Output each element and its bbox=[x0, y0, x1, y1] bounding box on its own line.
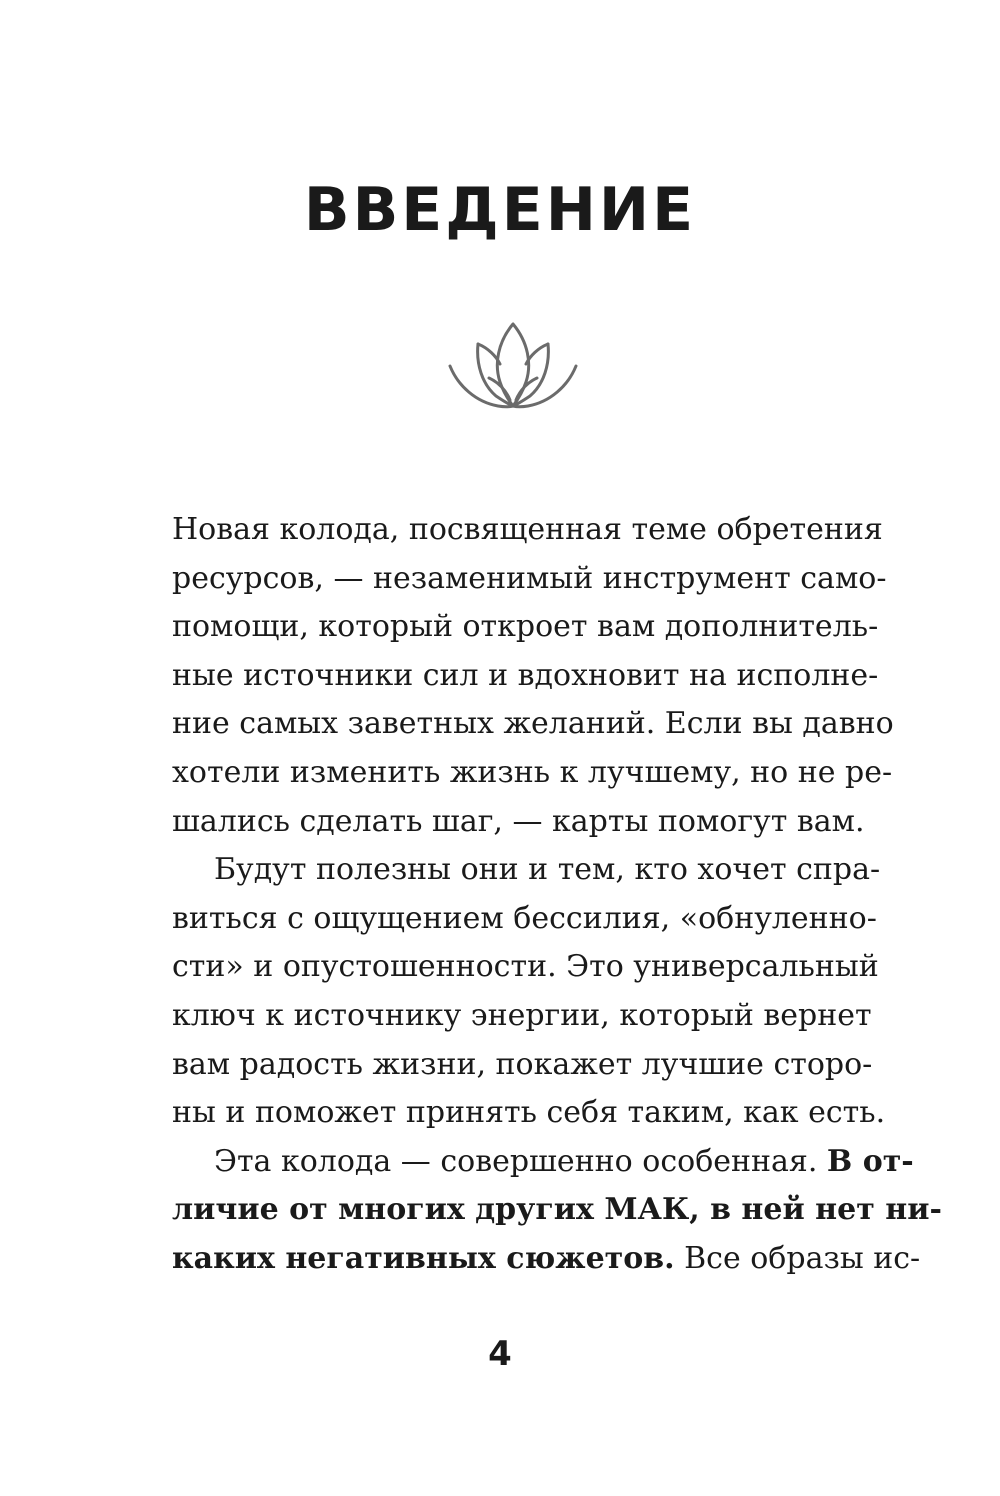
text-line: Новая колода, посвященная теме обретения bbox=[172, 512, 883, 547]
text-line: вам радость жизни, покажет лучшие сторо- bbox=[172, 1046, 873, 1082]
paragraph-1 bbox=[172, 506, 894, 846]
text-line: Будут полезны они и тем, кто хочет спра- bbox=[214, 852, 881, 888]
text-line: ключ к источнику энергии, который вернет bbox=[172, 997, 872, 1033]
lotus-icon bbox=[448, 320, 578, 410]
page-number: 4 bbox=[488, 1334, 512, 1374]
text-line: ные источники сил и вдохновит на исполне- bbox=[172, 657, 879, 693]
paragraph-2 bbox=[172, 846, 886, 1138]
text-line bbox=[172, 1138, 914, 1187]
text-line: личие от многих других МАК, в ней нет ни- bbox=[172, 1192, 942, 1228]
text-line: сти» и опустошенности. Это универсальный bbox=[172, 949, 879, 985]
text-line: шались сделать шаг, — карты помогут вам. bbox=[172, 803, 865, 839]
bold-text: В от- bbox=[826, 1143, 914, 1179]
regular-text: Эта колода — совершенно особенная. bbox=[214, 1143, 818, 1179]
paragraph-3 bbox=[172, 1138, 942, 1284]
text-line: виться с ощущением бессилия, «обнуленно- bbox=[172, 900, 877, 936]
regular-text: Все образы ис- bbox=[684, 1240, 921, 1276]
body-text bbox=[172, 506, 942, 1284]
page-title: ВВЕДЕНИЕ bbox=[303, 175, 697, 245]
text-line: ресурсов, — незаменимый инструмент само- bbox=[172, 560, 887, 596]
text-line: помощи, который откроет вам дополнитель- bbox=[172, 609, 879, 645]
text-line: хотели изменить жизнь к лучшему, но не ре- bbox=[172, 754, 893, 790]
text-line bbox=[172, 1235, 921, 1284]
text-line: ние самых заветных желаний. Если вы давно bbox=[172, 706, 894, 742]
bold-text: каких негативных сюжетов. bbox=[172, 1240, 675, 1276]
text-line: ны и поможет принять себя таким, как есть. bbox=[172, 1095, 886, 1131]
